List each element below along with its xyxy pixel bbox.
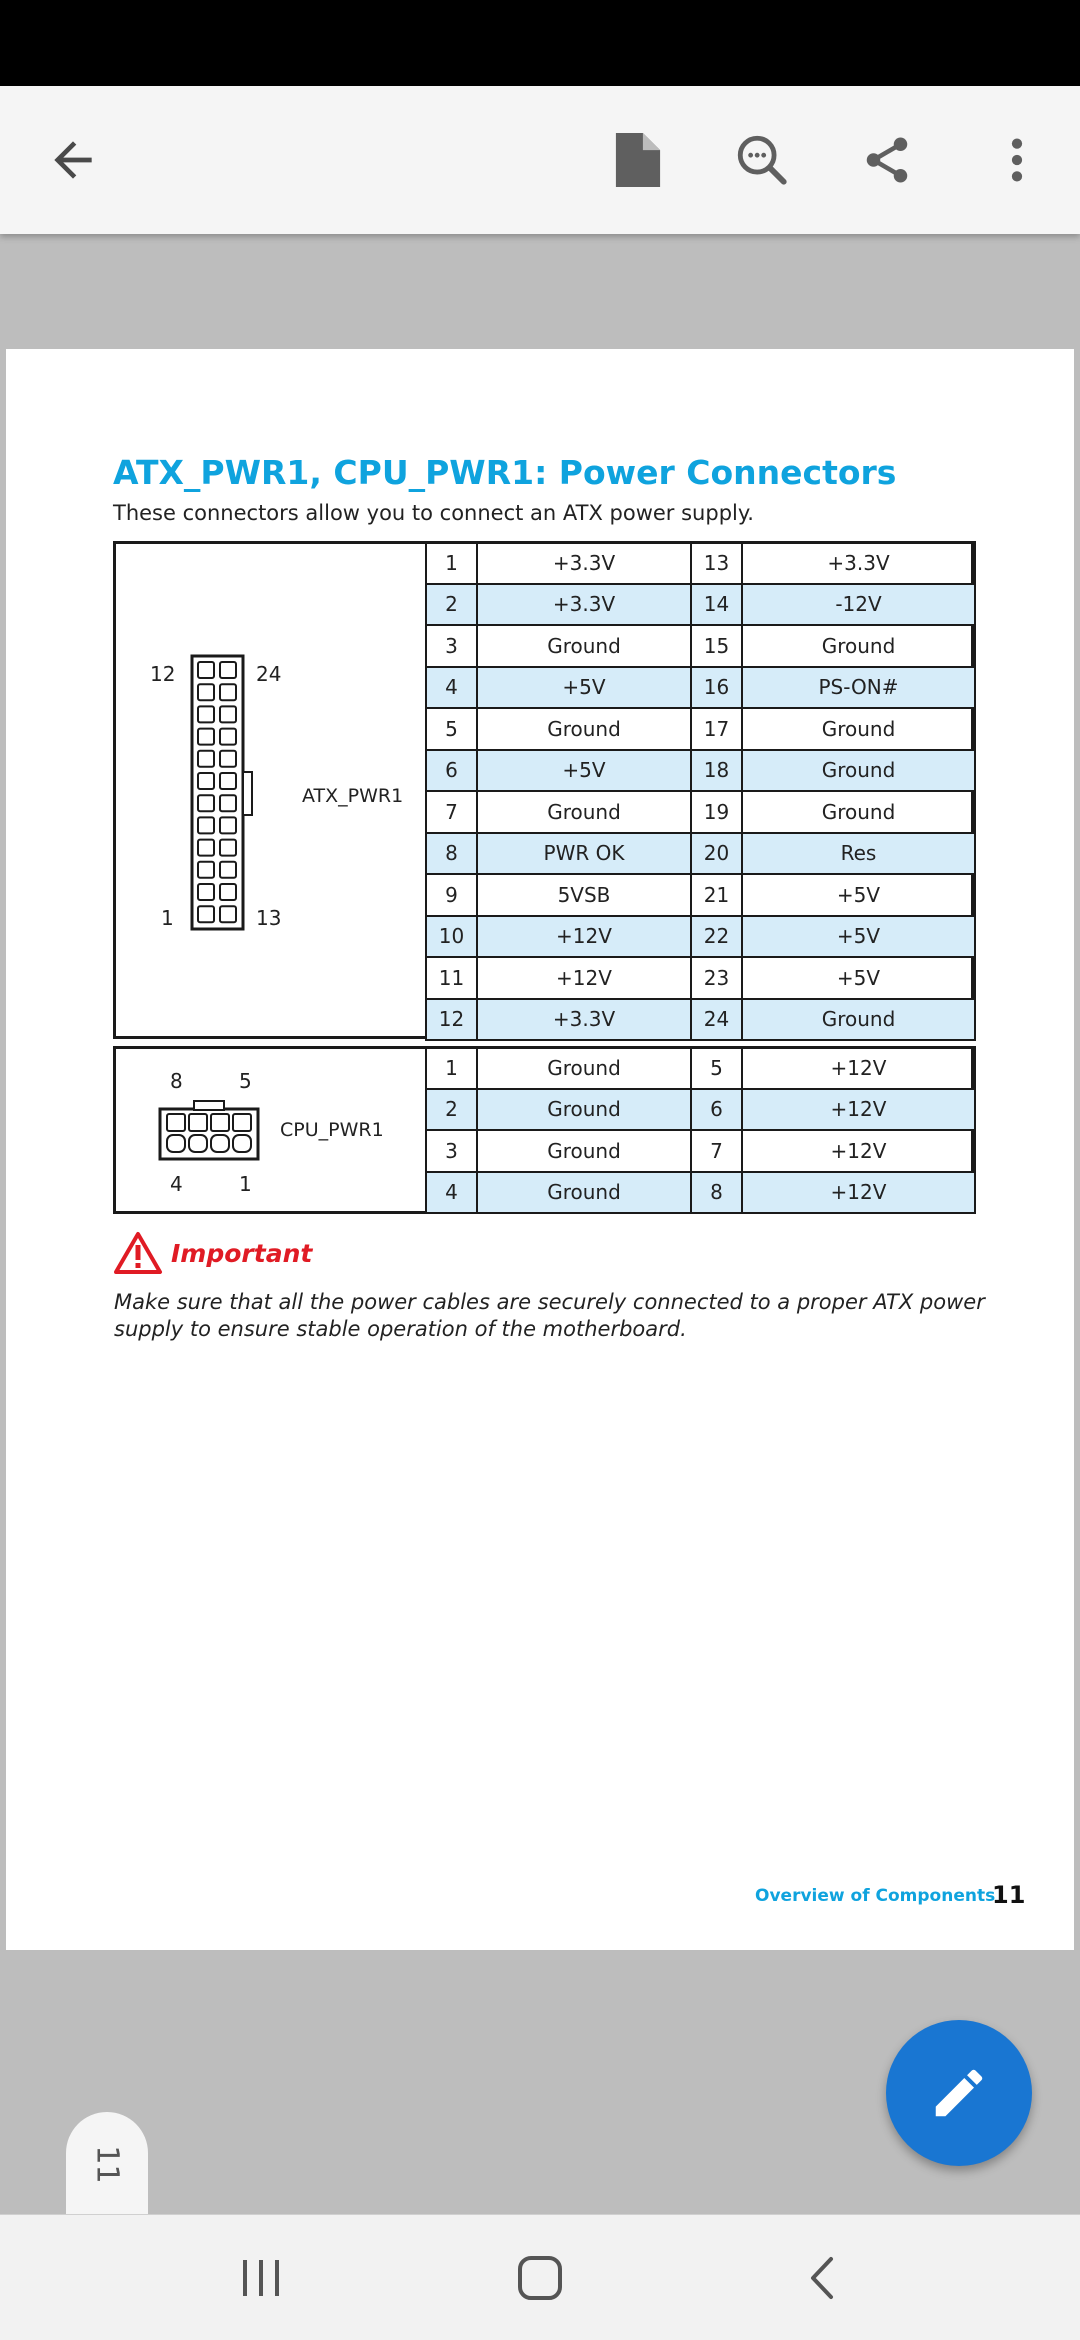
cpu-pin-number: 6	[691, 1089, 742, 1131]
cpu-pin-signal: Ground	[477, 1130, 691, 1172]
home-button[interactable]	[500, 2243, 580, 2313]
atx-pin-socket	[220, 906, 236, 922]
cpu-pin-socket	[211, 1114, 229, 1131]
atx-pin-socket	[220, 751, 236, 767]
atx-pin-socket	[220, 795, 236, 811]
important-label: Important	[171, 1238, 313, 1268]
section-description: These connectors allow you to connect an ATX power supply.	[113, 501, 754, 525]
atx-pin-signal: Ground	[742, 791, 975, 833]
atx-pin-signal: +5V	[477, 667, 691, 709]
atx-pin-signal: 5VSB	[477, 874, 691, 916]
atx-pin-socket	[198, 751, 214, 767]
atx-pin-signal: +5V	[742, 916, 975, 958]
atx-pin-signal: Ground	[477, 625, 691, 667]
atx-pin-number: 3	[426, 625, 477, 667]
document-info-button[interactable]	[594, 116, 682, 204]
system-navigation-bar	[0, 2214, 1080, 2340]
atx-pin-socket	[220, 840, 236, 856]
atx-pin-socket	[220, 862, 236, 878]
atx-row	[426, 833, 975, 875]
back-button[interactable]	[29, 116, 117, 204]
atx-pin-number: 1	[426, 542, 477, 584]
atx-row	[426, 750, 975, 792]
recents-button[interactable]	[221, 2243, 301, 2313]
page-indicator-number: 11	[89, 2144, 125, 2184]
atx-pin-signal: Ground	[742, 708, 975, 750]
atx-pin-number: 24	[691, 999, 742, 1041]
atx-pin-socket	[198, 817, 214, 833]
share-button[interactable]	[843, 116, 931, 204]
atx-pinout-table	[425, 541, 976, 1041]
important-text: Make sure that all the power cables are securely connected to a proper ATX power supply to ensure stable operation of the motherboard.	[114, 1290, 985, 1341]
atx-pin-signal: Ground	[742, 999, 975, 1041]
atx-pin-signal: Ground	[742, 750, 975, 792]
atx-pin-signal: +3.3V	[742, 542, 975, 584]
atx-pin-number: 9	[426, 874, 477, 916]
more-options-button[interactable]	[973, 116, 1061, 204]
cpu-pin-signal: +12V	[742, 1089, 975, 1131]
system-back-button[interactable]	[782, 2243, 862, 2313]
search-icon	[733, 131, 791, 189]
cpu-pinout-table	[425, 1046, 976, 1214]
atx-pin-socket	[198, 906, 214, 922]
cpu-pin-signal: Ground	[477, 1047, 691, 1089]
cpu-connector-label: CPU_PWR1	[280, 1119, 384, 1141]
atx-pin-number: 12	[426, 999, 477, 1041]
atx-pin-signal: +3.3V	[477, 999, 691, 1041]
atx-row	[426, 667, 975, 709]
cpu-connector-diagram	[158, 1099, 262, 1161]
atx-pin-socket	[198, 840, 214, 856]
cpu-pin-number: 4	[426, 1172, 477, 1214]
atx-pin-signal: Ground	[477, 708, 691, 750]
cpu-row	[426, 1130, 975, 1172]
home-icon	[517, 2255, 563, 2301]
atx-row	[426, 584, 975, 626]
atx-pin-socket	[198, 884, 214, 900]
atx-pin-signal: PS-ON#	[742, 667, 975, 709]
cpu-pin-signal: +12V	[742, 1130, 975, 1172]
atx-pin-number: 15	[691, 625, 742, 667]
footer-page-number: 11	[992, 1881, 1026, 1909]
cpu-pin-signal: +12V	[742, 1047, 975, 1089]
atx-pin-socket	[220, 729, 236, 745]
toolbar	[0, 86, 1080, 234]
cpu-pin-signal: Ground	[477, 1172, 691, 1214]
atx-pin-number: 10	[426, 916, 477, 958]
atx-pin-number: 5	[426, 708, 477, 750]
atx-pin-signal: +3.3V	[477, 584, 691, 626]
back-arrow-icon	[45, 132, 101, 188]
atx-pin-socket	[220, 684, 236, 700]
atx-pin-label-bottom-left: 1	[161, 906, 174, 930]
footer-section-name: Overview of Components	[755, 1886, 996, 1906]
warning-icon	[113, 1231, 163, 1275]
cpu-pin-label-bottom-right: 1	[239, 1172, 252, 1196]
atx-pin-label-bottom-right: 13	[256, 906, 282, 930]
search-button[interactable]	[718, 116, 806, 204]
cpu-pin-label-top-left: 8	[170, 1069, 183, 1093]
atx-pin-number: 4	[426, 667, 477, 709]
atx-pin-number: 8	[426, 833, 477, 875]
atx-pin-socket	[198, 706, 214, 722]
atx-row	[426, 957, 975, 999]
atx-pin-signal: Res	[742, 833, 975, 875]
cpu-pin-label-top-right: 5	[239, 1069, 252, 1093]
atx-pin-number: 6	[426, 750, 477, 792]
back-icon	[807, 2255, 837, 2301]
atx-pin-number: 21	[691, 874, 742, 916]
cpu-pin-socket	[233, 1114, 251, 1131]
atx-pin-signal: +3.3V	[477, 542, 691, 584]
cpu-pin-number: 3	[426, 1130, 477, 1172]
cpu-pin-number: 1	[426, 1047, 477, 1089]
atx-pin-label-top-right: 24	[256, 662, 282, 686]
atx-pin-number: 17	[691, 708, 742, 750]
atx-pin-signal: Ground	[477, 791, 691, 833]
atx-pin-signal: +12V	[477, 957, 691, 999]
atx-pin-number: 11	[426, 957, 477, 999]
atx-connector-label: ATX_PWR1	[302, 785, 404, 807]
atx-pin-socket	[220, 884, 236, 900]
cpu-pin-number: 5	[691, 1047, 742, 1089]
status-bar	[0, 0, 1080, 86]
cpu-pin-socket	[167, 1135, 185, 1152]
cpu-row	[426, 1047, 975, 1089]
document-page[interactable]	[6, 349, 1074, 1950]
atx-pin-label-top-left: 12	[150, 662, 176, 686]
edit-fab-button[interactable]	[886, 2020, 1032, 2166]
cpu-pin-socket	[233, 1135, 251, 1152]
cpu-pin-socket	[189, 1135, 207, 1152]
atx-pin-socket	[220, 662, 236, 678]
atx-pin-socket	[198, 773, 214, 789]
atx-pin-number: 14	[691, 584, 742, 626]
atx-row	[426, 625, 975, 667]
cpu-row	[426, 1089, 975, 1131]
atx-row	[426, 542, 975, 584]
atx-row	[426, 874, 975, 916]
atx-row	[426, 791, 975, 833]
important-notice	[113, 1231, 312, 1275]
atx-connector-diagram	[190, 654, 260, 934]
atx-pin-socket	[198, 795, 214, 811]
atx-pin-socket	[198, 862, 214, 878]
atx-row	[426, 999, 975, 1041]
atx-pin-socket	[198, 729, 214, 745]
atx-pin-number: 13	[691, 542, 742, 584]
atx-pin-number: 20	[691, 833, 742, 875]
atx-pin-socket	[220, 706, 236, 722]
cpu-pin-number: 2	[426, 1089, 477, 1131]
cpu-pin-number: 8	[691, 1172, 742, 1214]
more-vert-icon	[997, 132, 1037, 188]
cpu-pin-socket	[189, 1114, 207, 1131]
atx-pin-signal: PWR OK	[477, 833, 691, 875]
atx-pin-socket	[198, 662, 214, 678]
cpu-pin-label-bottom-left: 4	[170, 1172, 183, 1196]
cpu-pin-number: 7	[691, 1130, 742, 1172]
share-icon	[860, 133, 914, 187]
atx-pin-socket	[220, 817, 236, 833]
pencil-icon	[928, 2062, 990, 2124]
atx-pin-number: 22	[691, 916, 742, 958]
atx-pin-signal: +5V	[477, 750, 691, 792]
atx-pin-number: 18	[691, 750, 742, 792]
document-icon	[615, 133, 661, 187]
section-title: ATX_PWR1, CPU_PWR1: Power Connectors	[113, 453, 897, 492]
atx-pin-signal: +12V	[477, 916, 691, 958]
atx-pin-signal: +5V	[742, 957, 975, 999]
atx-pin-socket	[220, 773, 236, 789]
cpu-pin-socket	[167, 1114, 185, 1131]
atx-row	[426, 708, 975, 750]
cpu-pin-signal: +12V	[742, 1172, 975, 1214]
atx-pin-number: 23	[691, 957, 742, 999]
recents-icon	[240, 2257, 282, 2299]
atx-pin-signal: Ground	[742, 625, 975, 667]
atx-pin-number: 2	[426, 584, 477, 626]
atx-pin-number: 7	[426, 791, 477, 833]
atx-pin-signal: -12V	[742, 584, 975, 626]
cpu-pin-socket	[211, 1135, 229, 1152]
atx-pin-number: 19	[691, 791, 742, 833]
atx-pin-number: 16	[691, 667, 742, 709]
atx-row	[426, 916, 975, 958]
atx-pin-signal: +5V	[742, 874, 975, 916]
page-indicator[interactable]	[66, 2112, 148, 2216]
atx-pin-socket	[198, 684, 214, 700]
cpu-row	[426, 1172, 975, 1214]
cpu-pin-signal: Ground	[477, 1089, 691, 1131]
